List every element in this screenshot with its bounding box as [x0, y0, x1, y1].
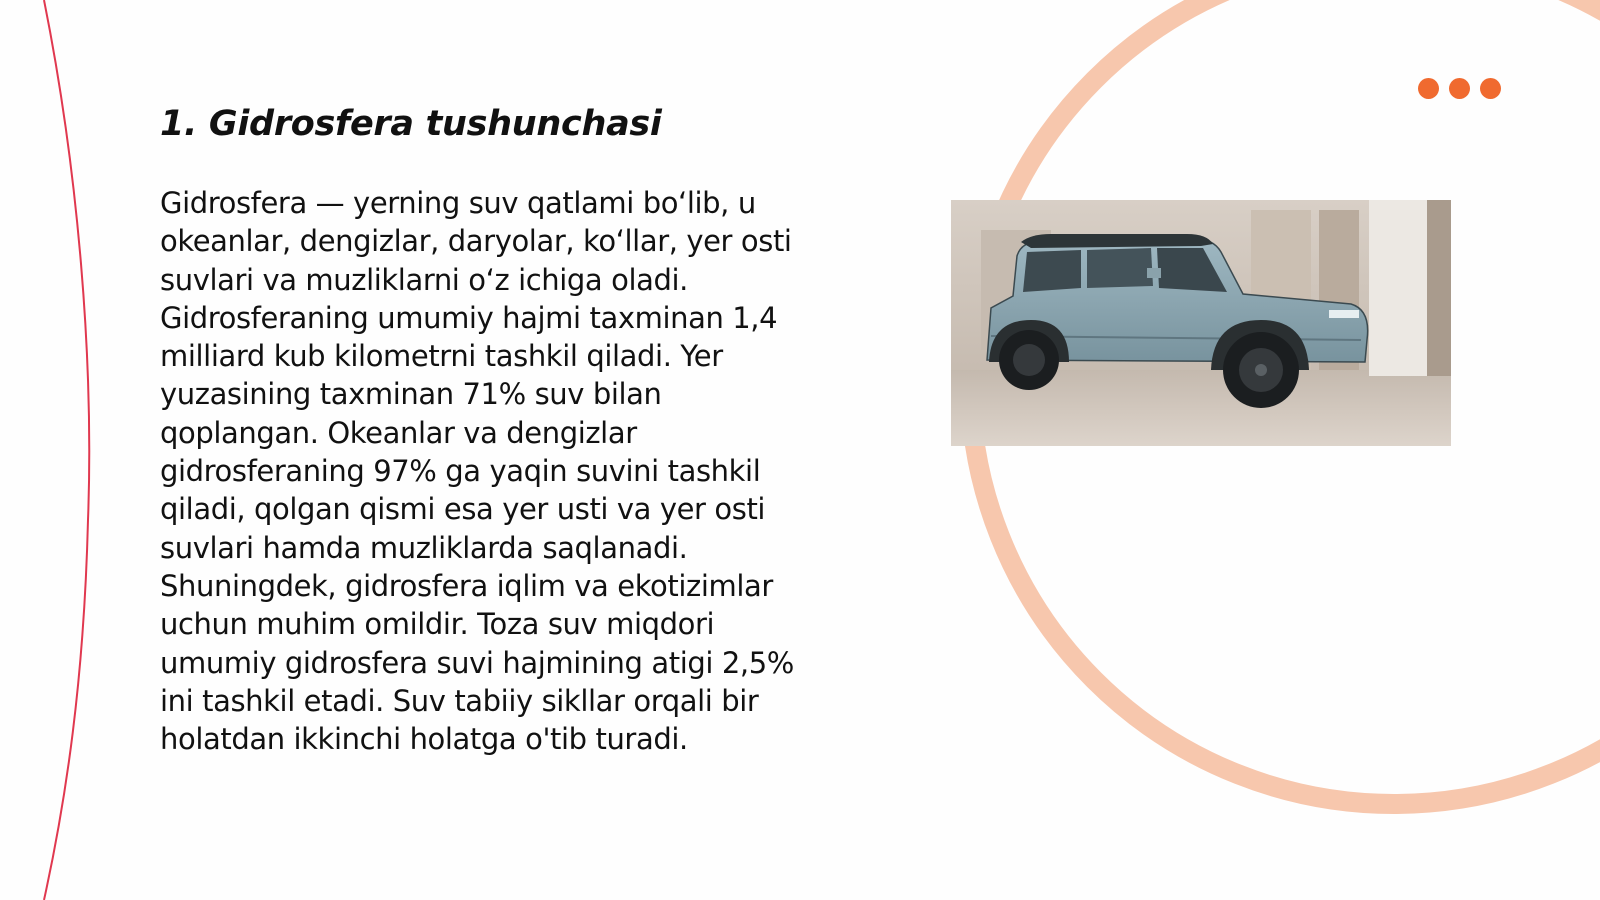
accent-dot — [1449, 78, 1470, 99]
slide-title: 1. Gidrosfera tushunchasi — [160, 104, 662, 144]
accent-dot — [1480, 78, 1501, 99]
body-line: ini tashkil etadi. Suv tabiiy sikllar orqali bir — [160, 683, 759, 718]
left-red-curve — [44, 0, 89, 900]
body-line: Shuningdek, gidrosfera iqlim va ekotizimlar — [160, 568, 773, 603]
body-line: Gidrosfera — yerning suv qatlami bo‘lib, u — [160, 186, 756, 220]
body-text — [160, 184, 840, 758]
body-line: suvlari va muzliklarni o‘z ichiga oladi. — [160, 262, 688, 297]
car-illustration — [951, 200, 1451, 446]
accent-dots — [1418, 78, 1501, 99]
body-line: milliard kub kilometrni tashkil qiladi. Yer — [160, 339, 723, 374]
body-line: umumiy gidrosfera suvi hajmining atigi 2,5% — [160, 645, 794, 680]
body-line: yuzasining taxminan 71% suv bilan — [160, 377, 662, 412]
body-line: gidrosferaning 97% ga yaqin suvini tashkil — [160, 454, 761, 489]
accent-dot — [1418, 78, 1439, 99]
body-line: qoplangan. Okeanlar va dengizlar — [160, 415, 637, 450]
body-line: holatdan ikkinchi holatga o'tib turadi. — [160, 722, 688, 757]
body-line: uchun muhim omildir. Toza suv miqdori — [160, 607, 715, 642]
body-line: qiladi, qolgan qismi esa yer usti va yer osti — [160, 492, 766, 527]
body-line: suvlari hamda muzliklarda saqlanadi. — [160, 530, 688, 565]
body-line: Gidrosferaning umumiy hajmi taxminan 1,4 — [160, 300, 778, 335]
car-photo — [951, 200, 1451, 446]
body-line: okeanlar, dengizlar, daryolar, ko‘llar, yer osti — [160, 224, 792, 259]
